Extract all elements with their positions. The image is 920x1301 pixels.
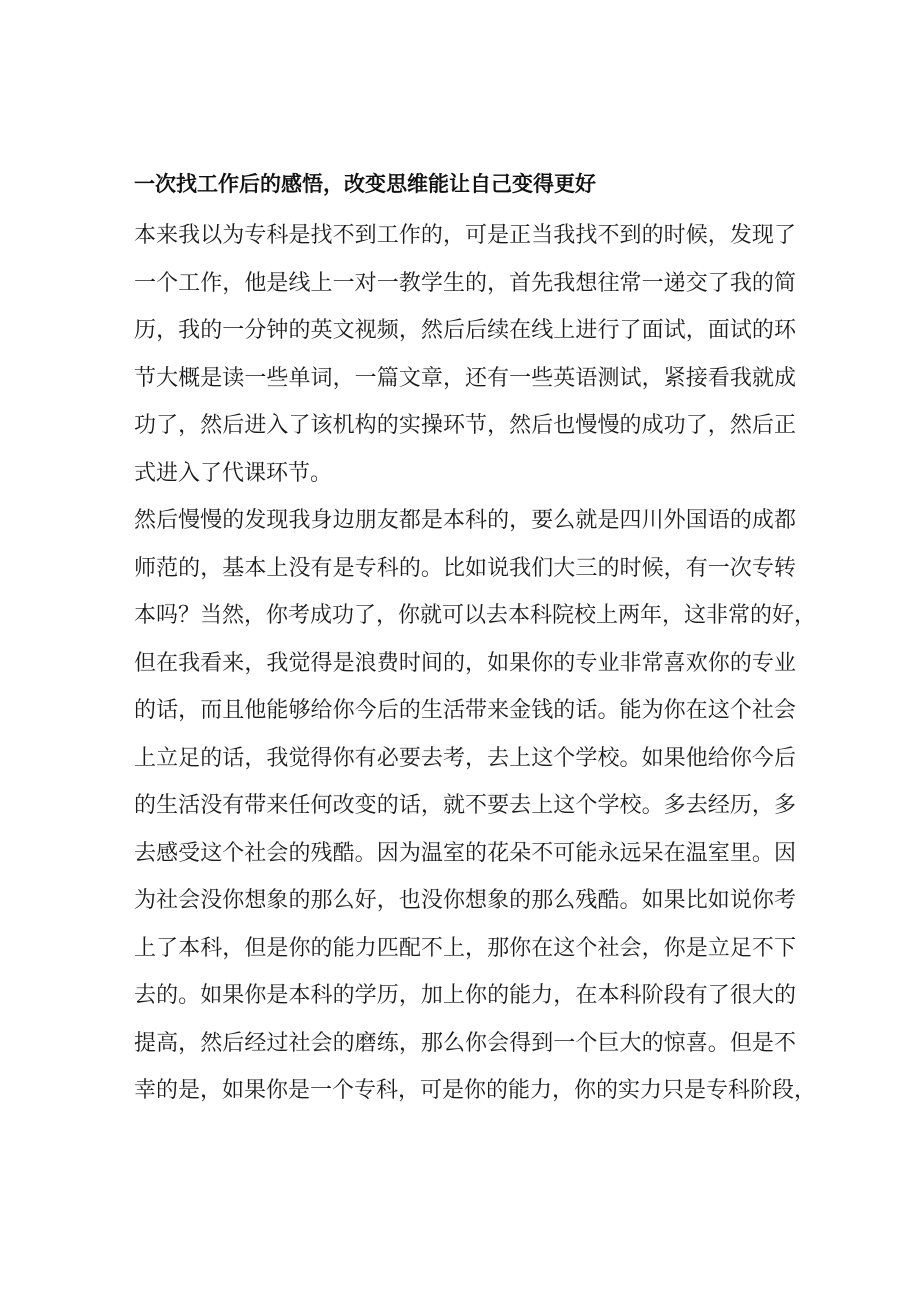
paragraph-line: 上立足的话，我觉得你有必要去考，去上这个学校。如果他给你今后 xyxy=(134,745,796,771)
paragraph-line: 本来我以为专科是找不到工作的，可是正当我找不到的时候，发现了 xyxy=(134,223,796,248)
document-title: 一次找工作后的感悟，改变思维能让自己变得更好 xyxy=(134,172,596,196)
paragraph-line: 历，我的一分钟的英文视频，然后后续在线上进行了面试，面试的环 xyxy=(134,318,796,343)
paragraph-line: 式进入了代课环节。 xyxy=(134,460,333,486)
paragraph-line: 然后慢慢的发现我身边朋友都是本科的，要么就是四川外国语的成都 xyxy=(134,508,796,533)
paragraph-line: 节大概是读一些单词，一篇文章，还有一些英语测试，紧接看我就成 xyxy=(134,365,796,391)
paragraph-line: 一个工作，他是线上一对一教学生的，首先我想往常一递交了我的简 xyxy=(134,270,796,296)
paragraph-line: 功了，然后进入了该机构的实操环节，然后也慢慢的成功了，然后正 xyxy=(134,413,796,438)
document-body xyxy=(134,212,817,1115)
paragraph-2 xyxy=(134,497,817,1115)
paragraph-line: 提高，然后经过社会的磨练，那么你会得到一个巨大的惊喜。但是不 xyxy=(134,1030,796,1056)
paragraph-line: 师范的，基本上没有是专科的。比如说我们大三的时候，有一次专转 xyxy=(134,555,796,581)
paragraph-line: 但在我看来，我觉得是浪费时间的，如果你的专业非常喜欢你的专业 xyxy=(134,650,796,676)
paragraph-line: 去感受这个社会的残酷。因为温室的花朵不可能永远呆在温室里。因 xyxy=(134,840,796,866)
paragraph-line: 本吗？当然，你考成功了，你就可以去本科院校上两年，这非常的好， xyxy=(134,603,817,628)
paragraph-line: 去的。如果你是本科的学历，加上你的能力，在本科阶段有了很大的 xyxy=(134,983,796,1008)
paragraph-line: 的话，而且他能够给你今后的生活带来金钱的话。能为你在这个社会 xyxy=(134,698,796,723)
paragraph-line: 上了本科，但是你的能力匹配不上，那你在这个社会，你是立足不下 xyxy=(134,935,796,961)
paragraph-line: 幸的是，如果你是一个专科，可是你的能力，你的实力只是专科阶段， xyxy=(134,1078,817,1103)
paragraph-1 xyxy=(134,212,796,497)
paragraph-line: 的生活没有带来任何改变的话，就不要去上这个学校。多去经历，多 xyxy=(134,793,796,818)
paragraph-line: 为社会没你想象的那么好，也没你想象的那么残酷。如果比如说你考 xyxy=(134,888,796,913)
